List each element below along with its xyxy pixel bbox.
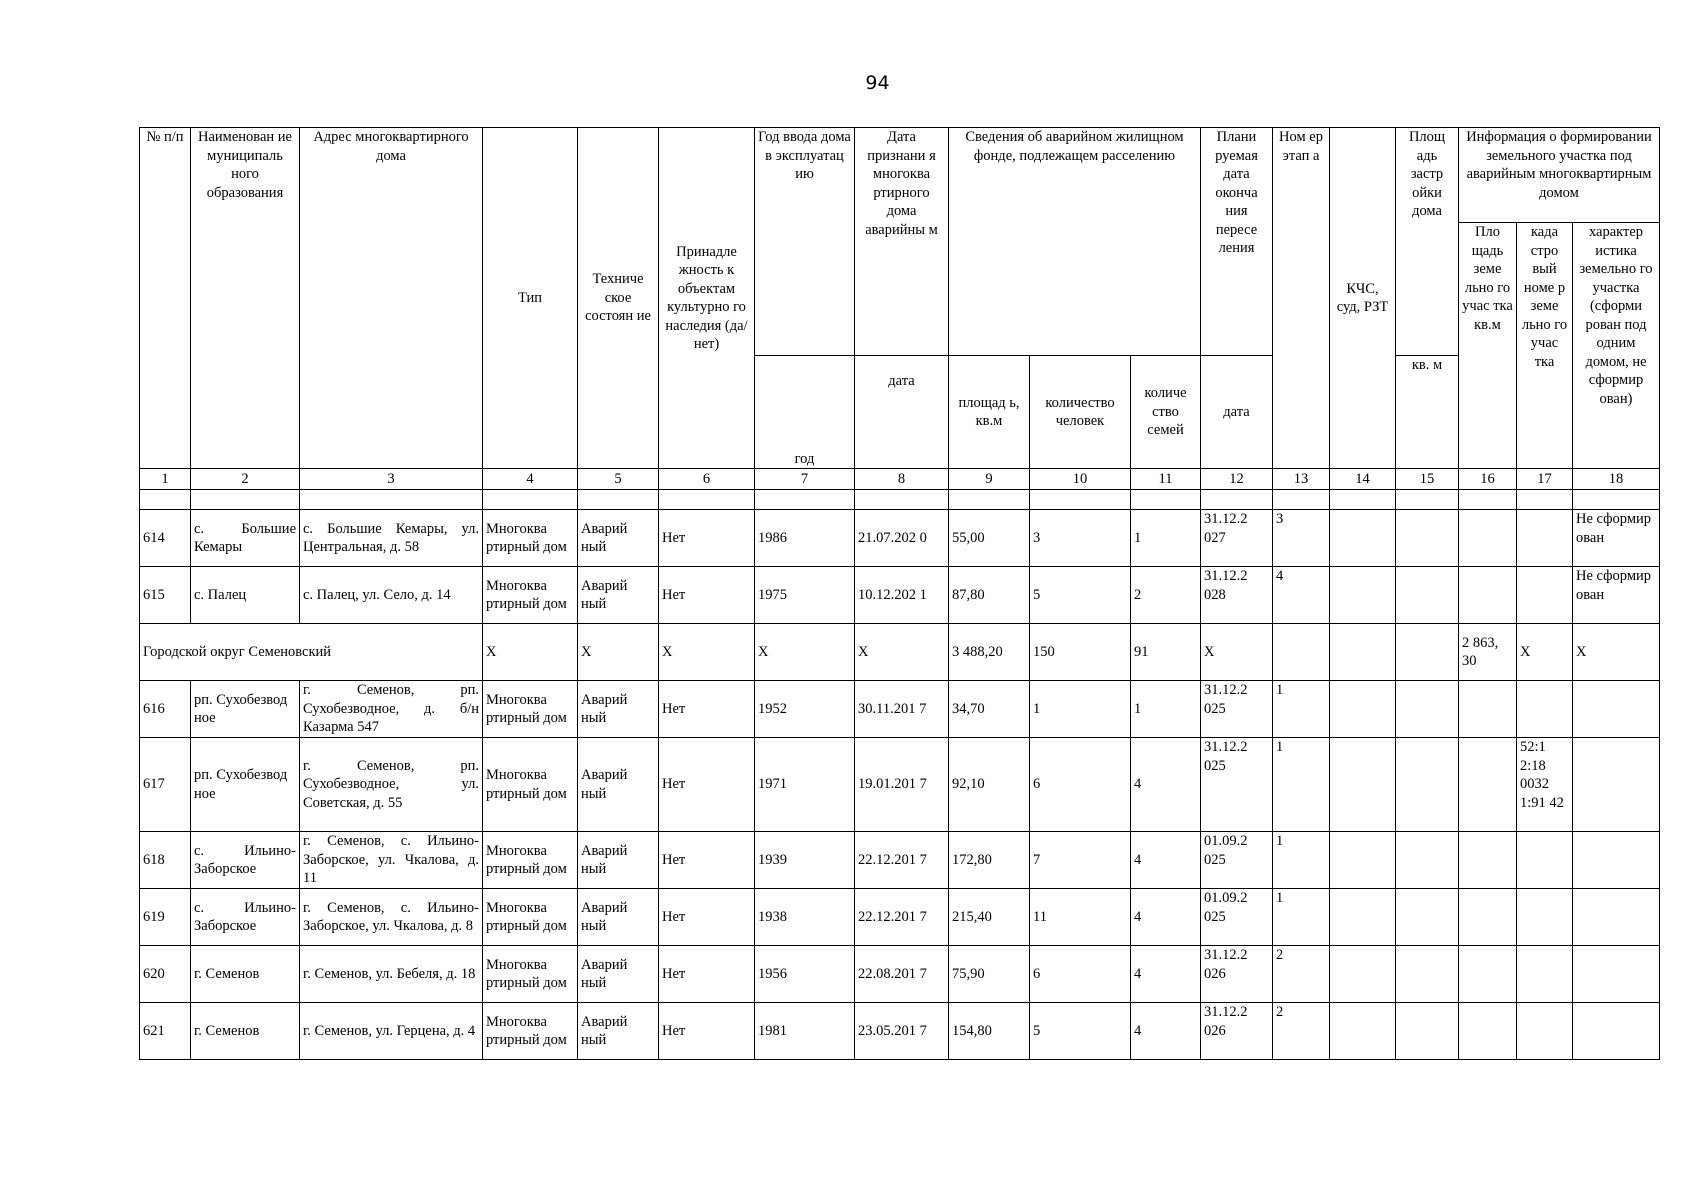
- stage-cell: 1: [1273, 681, 1330, 738]
- type-cell: Многоква ртирный дом: [483, 738, 578, 832]
- built-area-cell: [1396, 738, 1459, 832]
- area-cell: 92,10: [949, 738, 1030, 832]
- area-cell: 215,40: [949, 889, 1030, 946]
- subtotal-kchs: [1330, 624, 1396, 681]
- people-cell: 3: [1030, 510, 1131, 567]
- subtotal-stage: [1273, 624, 1330, 681]
- stage-cell: 1: [1273, 889, 1330, 946]
- plan-date-cell: 01.09.2 025: [1201, 832, 1273, 889]
- year-cell: 1938: [755, 889, 855, 946]
- col-num: 10: [1030, 469, 1131, 490]
- date-cell: 22.12.201 7: [855, 889, 949, 946]
- date-cell: 10.12.202 1: [855, 567, 949, 624]
- land-area-cell: [1459, 832, 1517, 889]
- row-number: 620: [140, 946, 191, 1003]
- subtotal-label: Городской округ Семеновский: [140, 624, 483, 681]
- kchs-cell: [1330, 567, 1396, 624]
- municipality-cell: с. Палец: [191, 567, 300, 624]
- table-row: [140, 1003, 1660, 1060]
- subtotal-cadastral: X: [1517, 624, 1573, 681]
- year-cell: 1939: [755, 832, 855, 889]
- col-num: 1: [140, 469, 191, 490]
- col-num: 4: [483, 469, 578, 490]
- row-number: 614: [140, 510, 191, 567]
- subtotal-year: X: [755, 624, 855, 681]
- heritage-cell: Нет: [659, 946, 755, 1003]
- date-cell: 19.01.201 7: [855, 738, 949, 832]
- kchs-cell: [1330, 738, 1396, 832]
- cadastral-cell: [1517, 510, 1573, 567]
- year-cell: 1971: [755, 738, 855, 832]
- row-number: 615: [140, 567, 191, 624]
- land-area-cell: [1459, 567, 1517, 624]
- families-cell: 1: [1131, 681, 1201, 738]
- type-cell: Многоква ртирный дом: [483, 889, 578, 946]
- header-land-info: Информация о формировании земельного участка под аварийным многоквартирным домом: [1459, 128, 1660, 223]
- kchs-cell: [1330, 946, 1396, 1003]
- header-technical-state: Техниче ское состоян ие: [578, 128, 659, 469]
- area-cell: 154,80: [949, 1003, 1030, 1060]
- municipality-cell: г. Семенов: [191, 1003, 300, 1060]
- subtotal-built-area: [1396, 624, 1459, 681]
- area-cell: 172,80: [949, 832, 1030, 889]
- municipality-cell: рп. Сухобезвод ное: [191, 738, 300, 832]
- land-area-cell: [1459, 1003, 1517, 1060]
- type-cell: Многоква ртирный дом: [483, 832, 578, 889]
- table-row: [140, 832, 1660, 889]
- year-cell: 1981: [755, 1003, 855, 1060]
- heritage-cell: Нет: [659, 1003, 755, 1060]
- people-cell: 7: [1030, 832, 1131, 889]
- header-area-sub: площад ь, кв.м: [949, 356, 1030, 469]
- state-cell: Аварий ный: [578, 738, 659, 832]
- year-cell: 1986: [755, 510, 855, 567]
- land-area-cell: [1459, 946, 1517, 1003]
- families-cell: 4: [1131, 1003, 1201, 1060]
- municipality-cell: рп. Сухобезвод ное: [191, 681, 300, 738]
- built-area-cell: [1396, 832, 1459, 889]
- heritage-cell: Нет: [659, 567, 755, 624]
- col-num: 7: [755, 469, 855, 490]
- heritage-cell: Нет: [659, 889, 755, 946]
- kchs-cell: [1330, 832, 1396, 889]
- area-cell: 75,90: [949, 946, 1030, 1003]
- address-cell: с. Большие Кемары, ул. Центральная, д. 58: [300, 510, 483, 567]
- col-num: 18: [1573, 469, 1660, 490]
- subtotal-families: 91: [1131, 624, 1201, 681]
- type-cell: Многоква ртирный дом: [483, 510, 578, 567]
- land-characteristic-cell: [1573, 946, 1660, 1003]
- cadastral-cell: [1517, 681, 1573, 738]
- year-cell: 1975: [755, 567, 855, 624]
- col-num: 13: [1273, 469, 1330, 490]
- state-cell: Аварий ный: [578, 567, 659, 624]
- built-area-cell: [1396, 1003, 1459, 1060]
- state-cell: Аварий ный: [578, 681, 659, 738]
- header-address: Адрес многоквартирного дома: [300, 128, 483, 469]
- kchs-cell: [1330, 681, 1396, 738]
- heritage-cell: Нет: [659, 681, 755, 738]
- col-num: 11: [1131, 469, 1201, 490]
- page-number: 94: [865, 72, 890, 94]
- address-cell: г. Семенов, рп. Сухобезводное, д. б/н Казарма 547: [300, 681, 483, 738]
- col-num: 12: [1201, 469, 1273, 490]
- state-cell: Аварий ный: [578, 889, 659, 946]
- header-built-area-sub: кв. м: [1396, 356, 1459, 469]
- land-characteristic-cell: [1573, 738, 1660, 832]
- plan-date-cell: 31.12.2 027: [1201, 510, 1273, 567]
- header-plan-sub: дата: [1201, 356, 1273, 469]
- header-stage: Ном ер этап а: [1273, 128, 1330, 469]
- kchs-cell: [1330, 1003, 1396, 1060]
- plan-date-cell: 31.12.2 025: [1201, 738, 1273, 832]
- col-num: 15: [1396, 469, 1459, 490]
- type-cell: Многоква ртирный дом: [483, 946, 578, 1003]
- people-cell: 6: [1030, 946, 1131, 1003]
- cadastral-cell: [1517, 832, 1573, 889]
- address-cell: г. Семенов, с. Ильино-Заборское, ул. Чкалова, д. 8: [300, 889, 483, 946]
- built-area-cell: [1396, 946, 1459, 1003]
- subtotal-date: X: [855, 624, 949, 681]
- header-year: Год ввода дома в эксплуатац ию: [755, 128, 855, 356]
- built-area-cell: [1396, 889, 1459, 946]
- stage-cell: 2: [1273, 1003, 1330, 1060]
- families-cell: 4: [1131, 946, 1201, 1003]
- stage-cell: 1: [1273, 832, 1330, 889]
- date-cell: 30.11.201 7: [855, 681, 949, 738]
- header-number: № п/п: [140, 128, 191, 469]
- address-cell: г. Семенов, с. Ильино-Заборское, ул. Чкалова, д. 11: [300, 832, 483, 889]
- subtotal-type: X: [483, 624, 578, 681]
- built-area-cell: [1396, 681, 1459, 738]
- land-characteristic-cell: Не сформир ован: [1573, 567, 1660, 624]
- subtotal-characteristic: X: [1573, 624, 1660, 681]
- municipality-cell: г. Семенов: [191, 946, 300, 1003]
- plan-date-cell: 31.12.2 026: [1201, 1003, 1273, 1060]
- heritage-cell: Нет: [659, 738, 755, 832]
- heritage-cell: Нет: [659, 510, 755, 567]
- date-cell: 22.12.201 7: [855, 832, 949, 889]
- built-area-cell: [1396, 567, 1459, 624]
- col-num: 2: [191, 469, 300, 490]
- area-cell: 87,80: [949, 567, 1030, 624]
- land-area-cell: [1459, 738, 1517, 832]
- cadastral-cell: [1517, 1003, 1573, 1060]
- built-area-cell: [1396, 510, 1459, 567]
- header-recognition-date: Дата признани я многоква ртирного дома аварийны м: [855, 128, 949, 356]
- subtotal-plan: X: [1201, 624, 1273, 681]
- col-num: 5: [578, 469, 659, 490]
- stage-cell: 2: [1273, 946, 1330, 1003]
- cadastral-cell: [1517, 889, 1573, 946]
- date-cell: 21.07.202 0: [855, 510, 949, 567]
- col-num: 16: [1459, 469, 1517, 490]
- year-cell: 1952: [755, 681, 855, 738]
- people-cell: 1: [1030, 681, 1131, 738]
- header-land-area: Пло щадь земе льно го учас тка кв.м: [1459, 223, 1517, 469]
- header-cadastral-number: када стро вый номе р земе льно го учас тка: [1517, 223, 1573, 469]
- cadastral-cell: [1517, 946, 1573, 1003]
- people-cell: 11: [1030, 889, 1131, 946]
- state-cell: Аварий ный: [578, 946, 659, 1003]
- land-area-cell: [1459, 889, 1517, 946]
- address-cell: г. Семенов, ул. Герцена, д. 4: [300, 1003, 483, 1060]
- families-cell: 2: [1131, 567, 1201, 624]
- header-planned-date: Плани руемая дата оконча ния пересе ления: [1201, 128, 1273, 356]
- year-cell: 1956: [755, 946, 855, 1003]
- column-number-row: [140, 469, 1660, 490]
- header-land-characteristic: характер истика земельно го участка (сформи рован под одним домом, не сформир ован): [1573, 223, 1660, 469]
- land-characteristic-cell: [1573, 832, 1660, 889]
- col-num: 3: [300, 469, 483, 490]
- header-built-area: Площ адь застр ойки дома: [1396, 128, 1459, 356]
- table-row: [140, 567, 1660, 624]
- people-cell: 5: [1030, 567, 1131, 624]
- address-cell: г. Семенов, рп. Сухобезводное, ул. Советская, д. 55: [300, 738, 483, 832]
- col-num: 8: [855, 469, 949, 490]
- families-cell: 1: [1131, 510, 1201, 567]
- spacer-row: [140, 490, 1660, 510]
- municipality-cell: с. Ильино-Заборское: [191, 832, 300, 889]
- subtotal-row: [140, 624, 1660, 681]
- cadastral-cell: [1517, 567, 1573, 624]
- date-cell: 23.05.201 7: [855, 1003, 949, 1060]
- stage-cell: 1: [1273, 738, 1330, 832]
- col-num: 14: [1330, 469, 1396, 490]
- people-cell: 5: [1030, 1003, 1131, 1060]
- type-cell: Многоква ртирный дом: [483, 681, 578, 738]
- families-cell: 4: [1131, 832, 1201, 889]
- row-number: 617: [140, 738, 191, 832]
- plan-date-cell: 31.12.2 026: [1201, 946, 1273, 1003]
- kchs-cell: [1330, 889, 1396, 946]
- table-row: [140, 681, 1660, 738]
- header-kchs: КЧС, суд, РЗТ: [1330, 128, 1396, 469]
- address-cell: с. Палец, ул. Село, д. 14: [300, 567, 483, 624]
- people-cell: 6: [1030, 738, 1131, 832]
- row-number: 619: [140, 889, 191, 946]
- subtotal-people: 150: [1030, 624, 1131, 681]
- subtotal-area: 3 488,20: [949, 624, 1030, 681]
- land-characteristic-cell: [1573, 1003, 1660, 1060]
- table-row: [140, 946, 1660, 1003]
- row-number: 616: [140, 681, 191, 738]
- state-cell: Аварий ный: [578, 1003, 659, 1060]
- land-characteristic-cell: [1573, 681, 1660, 738]
- subtotal-state: X: [578, 624, 659, 681]
- subtotal-land-area: 2 863, 30: [1459, 624, 1517, 681]
- heritage-cell: Нет: [659, 832, 755, 889]
- header-families-sub: количе ство семей: [1131, 356, 1201, 469]
- cadastral-cell: 52:1 2:18 0032 1:91 42: [1517, 738, 1573, 832]
- land-area-cell: [1459, 681, 1517, 738]
- state-cell: Аварий ный: [578, 832, 659, 889]
- col-num: 17: [1517, 469, 1573, 490]
- header-type: Тип: [483, 128, 578, 469]
- land-area-cell: [1459, 510, 1517, 567]
- municipality-cell: с. Ильино-Заборское: [191, 889, 300, 946]
- header-heritage: Принадле жность к объектам культурно го наследия (да/нет): [659, 128, 755, 469]
- stage-cell: 4: [1273, 567, 1330, 624]
- land-characteristic-cell: Не сформир ован: [1573, 510, 1660, 567]
- address-cell: г. Семенов, ул. Бебеля, д. 18: [300, 946, 483, 1003]
- row-number: 618: [140, 832, 191, 889]
- table-row: [140, 738, 1660, 832]
- plan-date-cell: 01.09.2 025: [1201, 889, 1273, 946]
- families-cell: 4: [1131, 738, 1201, 832]
- type-cell: Многоква ртирный дом: [483, 1003, 578, 1060]
- col-num: 6: [659, 469, 755, 490]
- land-characteristic-cell: [1573, 889, 1660, 946]
- col-num: 9: [949, 469, 1030, 490]
- area-cell: 55,00: [949, 510, 1030, 567]
- header-date-sub: дата: [855, 356, 949, 469]
- row-number: 621: [140, 1003, 191, 1060]
- families-cell: 4: [1131, 889, 1201, 946]
- plan-date-cell: 31.12.2 028: [1201, 567, 1273, 624]
- municipality-cell: с. Большие Кемары: [191, 510, 300, 567]
- type-cell: Многоква ртирный дом: [483, 567, 578, 624]
- stage-cell: 3: [1273, 510, 1330, 567]
- state-cell: Аварий ный: [578, 510, 659, 567]
- plan-date-cell: 31.12.2 025: [1201, 681, 1273, 738]
- emergency-housing-table: [139, 127, 1660, 1060]
- kchs-cell: [1330, 510, 1396, 567]
- header-year-sub: год: [755, 356, 855, 469]
- header-people-sub: количество человек: [1030, 356, 1131, 469]
- header-emergency-fund: Сведения об аварийном жилищном фонде, подлежащем расселению: [949, 128, 1201, 356]
- table-row: [140, 889, 1660, 946]
- area-cell: 34,70: [949, 681, 1030, 738]
- subtotal-heritage: X: [659, 624, 755, 681]
- header-municipality: Наименован ие муниципаль ного образования: [191, 128, 300, 469]
- table-row: [140, 510, 1660, 567]
- date-cell: 22.08.201 7: [855, 946, 949, 1003]
